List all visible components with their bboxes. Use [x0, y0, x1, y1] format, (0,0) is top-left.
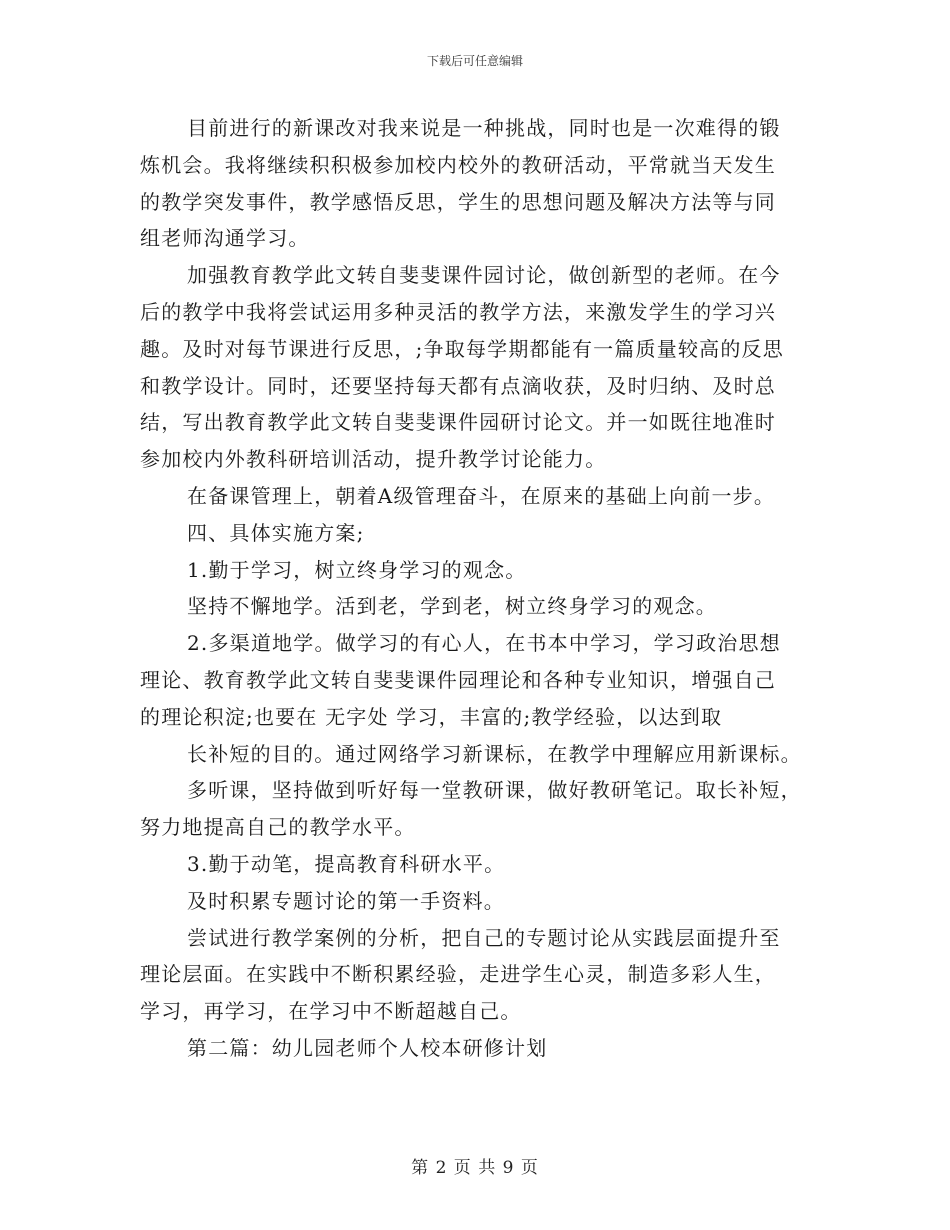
body-line-24: 理论层面。在实践中不断积累经验，走进学生心灵，制造多彩人生， — [140, 962, 776, 987]
body-line-9: 结，写出教育教学此文转自斐斐课件园研讨论文。并一如既往地准时 — [140, 410, 776, 435]
next-article-title: 第二篇：幼儿园老师个人校本研修计划 — [187, 1035, 548, 1060]
list-item-2: 2.多渠道地学。做学习的有心人，在书本中学习，学习政治思想 — [187, 631, 781, 656]
body-line-19: 多听课，坚持做到听好每一堂教研课，做好教研笔记。取长补短， — [187, 778, 802, 803]
body-line-6: 后的教学中我将尝试运用多种灵活的教学方法，来激发学生的学习兴 — [140, 299, 776, 324]
body-line-8: 和教学设计。同时，还要坚持每天都有点滴收获，及时归纳、及时总 — [140, 373, 776, 398]
body-line-4: 组老师沟通学习。 — [140, 226, 310, 251]
body-line-2: 炼机会。我将继续积积极参加校内校外的教研活动，平常就当天发生 — [140, 152, 776, 177]
body-line-18: 长补短的目的。通过网络学习新课标，在教学中理解应用新课标。 — [187, 741, 802, 766]
body-line-23: 尝试进行教学案例的分析，把自己的专题讨论从实践层面提升至 — [187, 925, 781, 950]
section-heading: 四、具体实施方案; — [187, 520, 365, 545]
document-body — [140, 110, 820, 1067]
body-line-11: 在备课管理上，朝着A级管理奋斗，在原来的基础上向前一步。 — [187, 483, 776, 508]
body-line-17: 的理论积淀;也要在 无字处 学习，丰富的;教学经验，以达到取 — [140, 704, 723, 729]
body-line-10: 参加校内外教科研培训活动，提升教学讨论能力。 — [140, 447, 607, 472]
page-header: 下载后可任意编辑 — [426, 54, 523, 68]
body-line-16: 理论、教育教学此文转自斐斐课件园理论和各种专业知识，增强自己 — [140, 667, 776, 692]
body-line-5: 加强教育教学此文转自斐斐课件园讨论，做创新型的老师。在今 — [187, 263, 781, 288]
body-line-22: 及时积累专题讨论的第一手资料。 — [187, 888, 505, 913]
list-item-3: 3.勤于动笔，提高教育科研水平。 — [187, 851, 506, 876]
body-line-3: 的教学突发事件，教学感悟反思，学生的思想问题及解决方法等与同 — [140, 189, 776, 214]
body-line-25: 学习，再学习，在学习中不断超越自己。 — [140, 999, 522, 1024]
body-line-7: 趣。及时对每节课进行反思，;争取每学期都能有一篇质量较高的反思 — [140, 336, 784, 361]
body-line-14: 坚持不懈地学。活到老，学到老，树立终身学习的观念。 — [187, 594, 717, 619]
body-line-1: 目前进行的新课改对我来说是一种挑战，同时也是一次难得的锻 — [187, 116, 781, 140]
page-number: 第 2 页 共 9 页 — [411, 1158, 539, 1178]
list-item-1: 1.勤于学习，树立终身学习的观念。 — [187, 557, 527, 582]
body-line-20: 努力地提高自己的教学水平。 — [140, 815, 416, 840]
